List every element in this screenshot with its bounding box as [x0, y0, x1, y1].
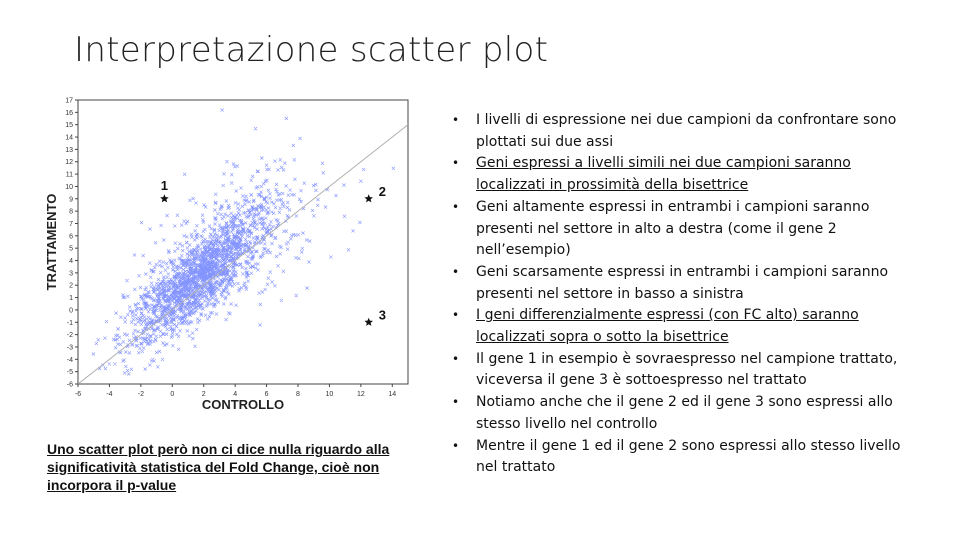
bullet-text: Geni scarsamente espressi in entrambi i campioni saranno presenti nel settore in basso a sinistra — [476, 263, 889, 302]
x-tick-label: 8 — [296, 391, 300, 398]
bullet-text: Notiamo anche che il gene 2 ed il gene 3 sono espressi allo stesso livello nel controllo — [476, 394, 893, 432]
x-axis-label: CONTROLLO — [201, 397, 285, 412]
x-axis-ticks — [75, 384, 396, 398]
x-tick-label: 10 — [325, 391, 334, 398]
gene-label: 2 — [378, 183, 386, 199]
bullet-icon: • — [452, 264, 460, 279]
x-tick-label: 6 — [264, 391, 269, 398]
bullet-text: Geni altamente espressi in entrambi i campioni saranno presenti nel settore in alto a destra (come il gene 2 nell’esempio) — [476, 198, 870, 259]
y-tick-label: 0 — [69, 307, 73, 315]
y-tick-label: 14 — [65, 134, 73, 142]
bullet-text: Geni espressi a livelli simili nei due campioni saranno localizzati in prossimità della bisettrice — [476, 155, 851, 194]
y-tick-label: -1 — [66, 319, 73, 327]
x-tick-label: 14 — [388, 391, 397, 398]
bullet-icon: • — [452, 395, 460, 410]
y-tick-label: 3 — [69, 270, 73, 278]
y-tick-label: 1 — [69, 295, 73, 303]
y-tick-label: 13 — [65, 146, 73, 154]
y-tick-label: 12 — [65, 159, 73, 167]
bullet-icon: • — [452, 199, 460, 214]
bullet-text: Mentre il gene 1 ed il gene 2 sono espressi allo stesso livello nel trattato — [476, 437, 901, 476]
bullet-icon: • — [452, 438, 460, 453]
y-tick-label: -2 — [66, 332, 73, 340]
scatter-plot-svg — [42, 92, 414, 416]
plot-frame — [78, 100, 408, 384]
y-tick-label: 7 — [69, 220, 73, 228]
x-tick-label: -2 — [137, 391, 144, 398]
y-axis-ticks — [65, 98, 78, 389]
y-tick-label: 2 — [69, 282, 73, 290]
bullet-icon: • — [452, 113, 460, 127]
y-tick-label: 16 — [65, 109, 73, 117]
bullet-item — [452, 349, 922, 392]
y-tick-label: 5 — [69, 245, 73, 253]
y-tick-label: 15 — [65, 122, 73, 130]
bullet-item — [452, 197, 922, 262]
gene-label: 3 — [378, 307, 386, 323]
bullet-icon: • — [452, 156, 460, 171]
scatter-caption: Uno scatter plot però non ci dice nulla riguardo alla significatività statistica del Fold Change, cioè non incorpora il p-value — [47, 441, 390, 493]
x-tick-label: -4 — [106, 391, 113, 398]
bullet-icon: • — [452, 351, 460, 366]
x-tick-label: 4 — [233, 391, 238, 398]
x-tick-label: 12 — [356, 391, 365, 398]
y-tick-label: 17 — [65, 97, 73, 105]
bullet-item — [452, 436, 922, 479]
bullet-text: I livelli di espressione nei due campioni da confrontare sono plottati sui due assi — [476, 112, 897, 150]
bullet-list — [452, 110, 922, 479]
y-tick-label: 6 — [69, 233, 73, 241]
y-tick-label: -3 — [66, 344, 73, 352]
slide-title: Interpretazione scatter plot — [74, 30, 549, 70]
gene-label: 1 — [160, 177, 169, 193]
scatter-plot — [42, 92, 414, 416]
x-tick-label: 2 — [201, 391, 206, 398]
bullet-item — [452, 153, 922, 196]
bullet-item — [452, 110, 922, 153]
bullet-text: Il gene 1 in esempio è sovraespresso nel campione trattato, viceversa il gene 3 è sottoespresso nel trattato — [476, 350, 898, 389]
y-tick-label: 4 — [69, 258, 73, 266]
y-tick-label: 11 — [65, 171, 73, 179]
bullet-text: I geni differenzialmente espressi (con FC alto) saranno localizzati sopra o sotto la bisettrice — [476, 307, 859, 346]
y-tick-label: -6 — [66, 381, 73, 389]
bullet-item — [452, 305, 922, 348]
y-tick-label: -4 — [66, 356, 73, 364]
y-axis-label: TRATTAMENTO — [44, 193, 59, 291]
bullet-item — [452, 262, 922, 305]
bullet-icon: • — [452, 308, 460, 323]
x-tick-label: -6 — [74, 391, 82, 398]
y-tick-label: 9 — [69, 196, 73, 204]
y-tick-label: 10 — [65, 183, 73, 191]
y-tick-label: 8 — [69, 208, 73, 216]
x-tick-label: 0 — [170, 391, 175, 398]
bullet-item — [452, 392, 922, 435]
y-tick-label: -5 — [66, 369, 73, 377]
